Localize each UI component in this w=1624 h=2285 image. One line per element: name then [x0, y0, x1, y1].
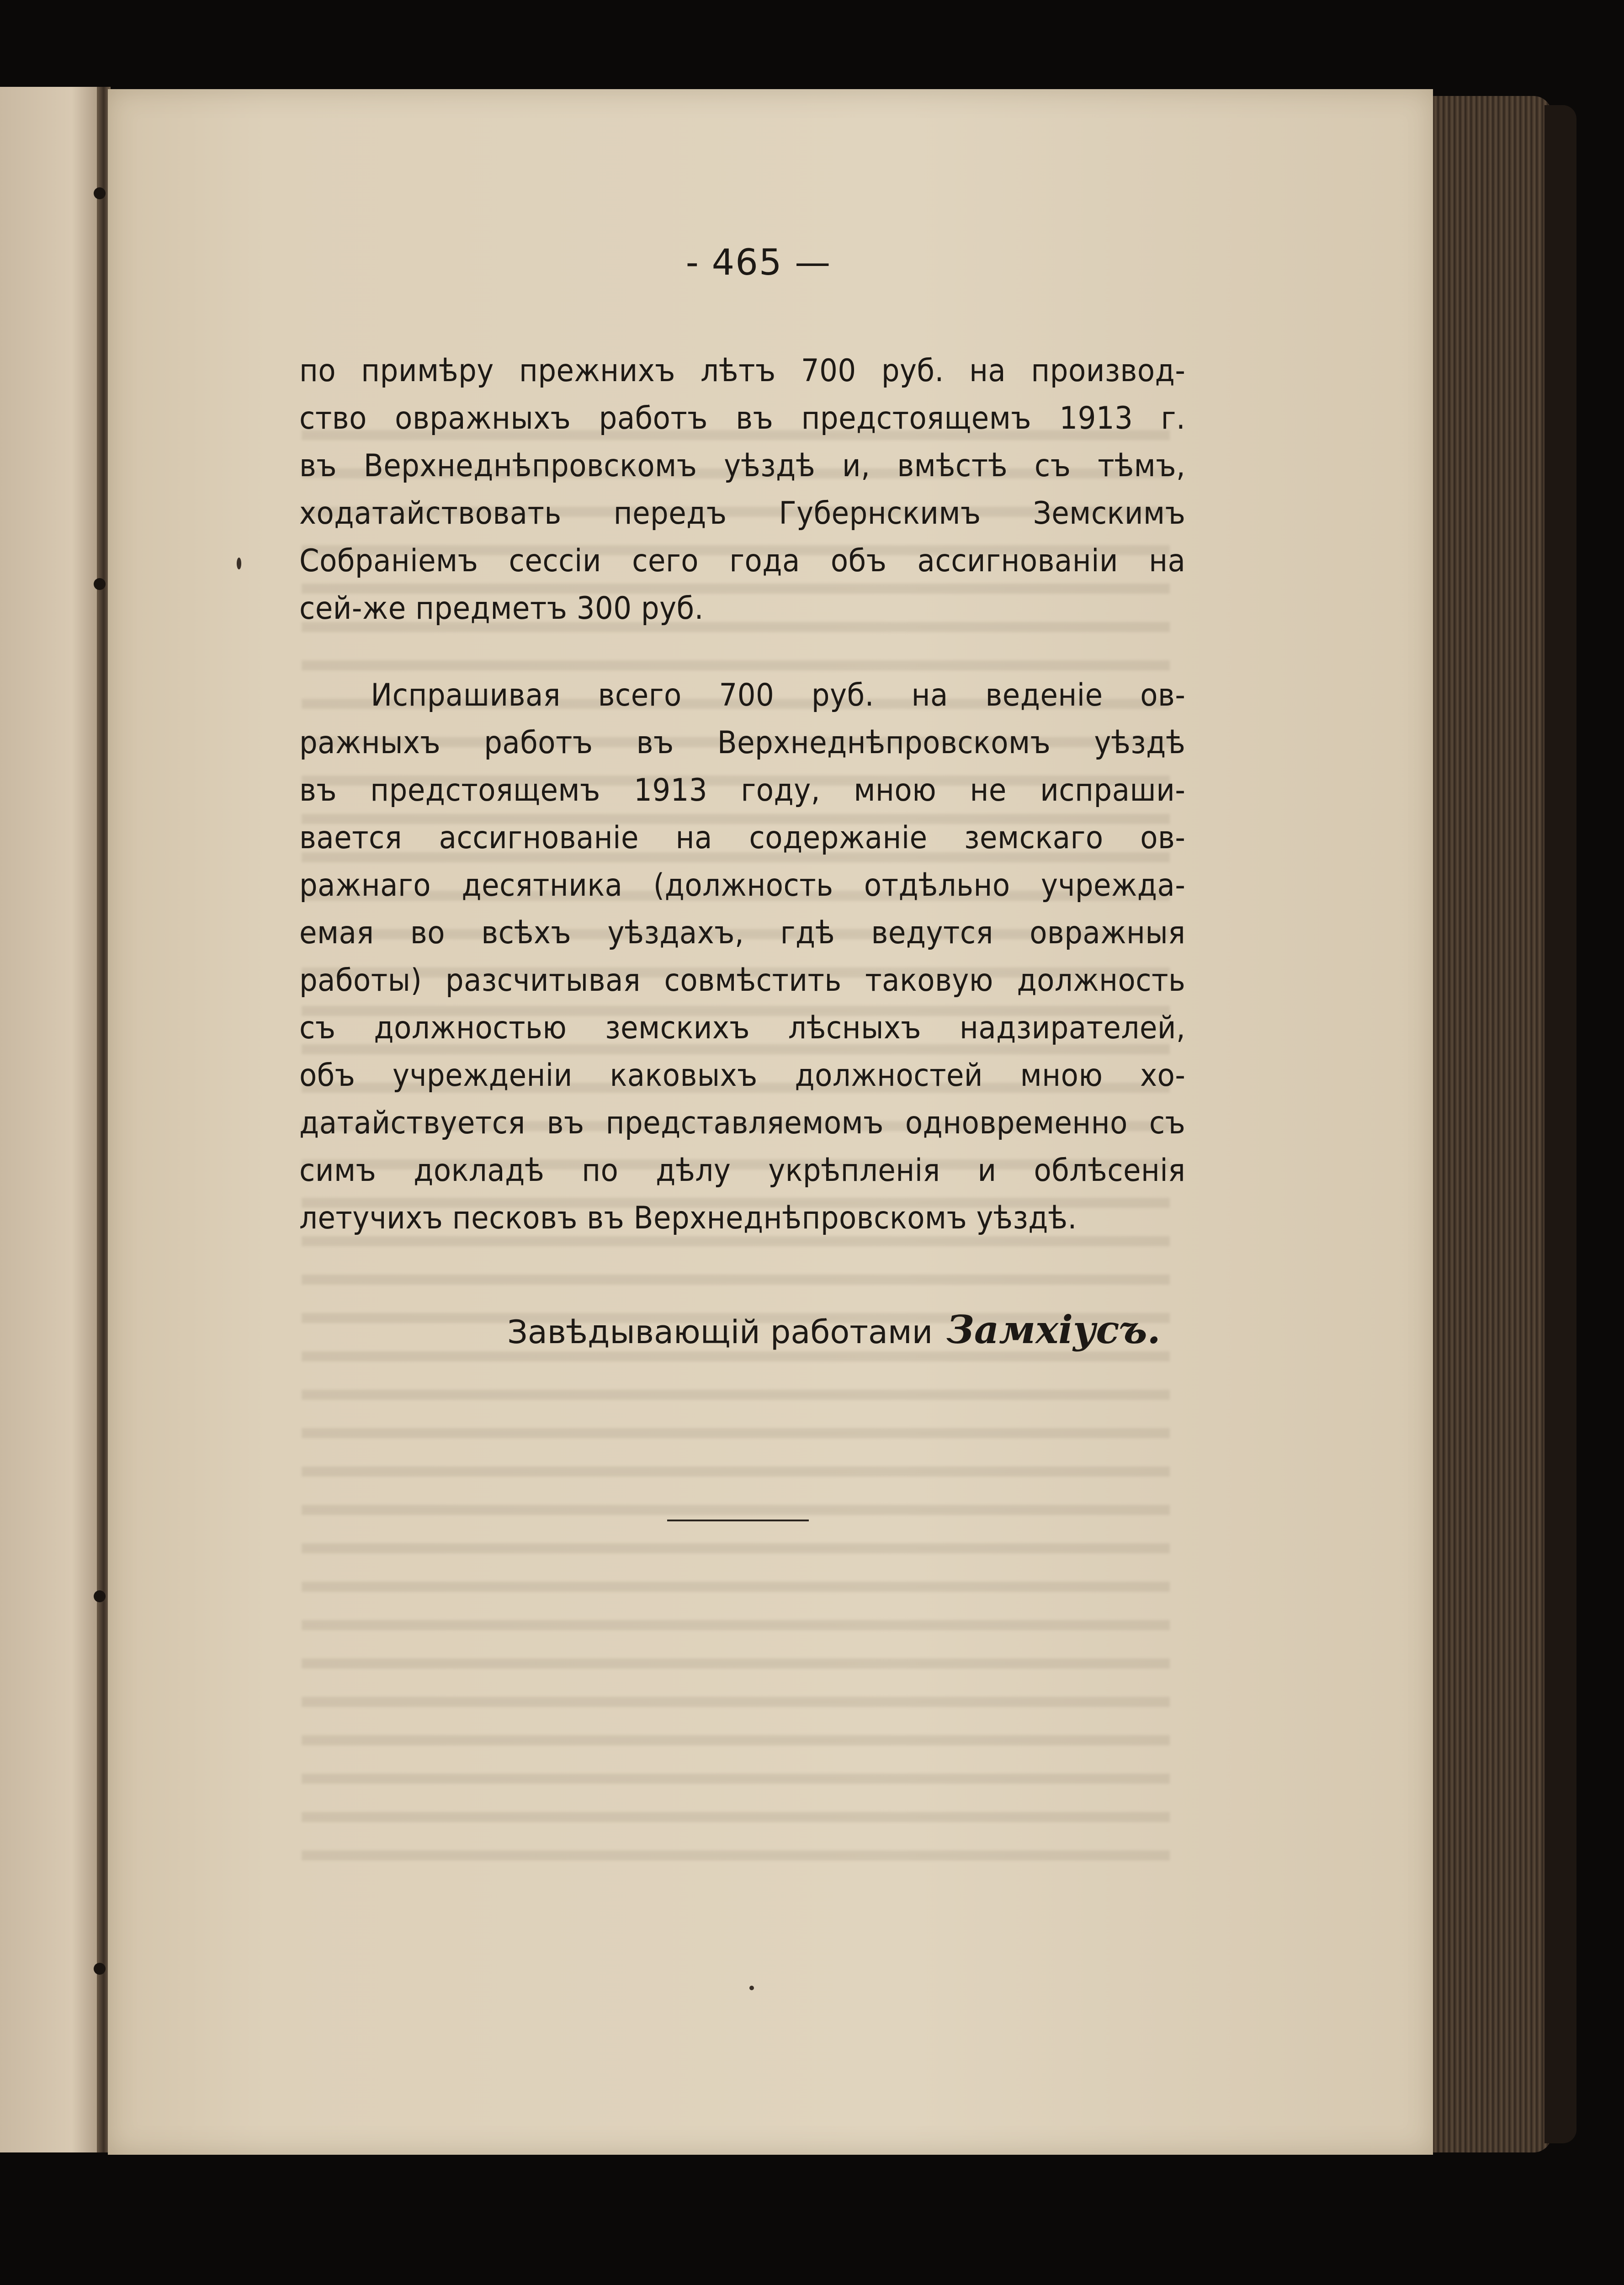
page-edges	[1433, 96, 1552, 2152]
signature-title: Завѣдывающій работами	[507, 1313, 933, 1351]
page-number: - 465 —	[685, 242, 832, 283]
text-line: работы) разсчитывая совмѣстить таковую должность	[299, 962, 1186, 999]
closing-rule	[667, 1520, 809, 1521]
paragraph-2	[299, 672, 1185, 1242]
text-line: въ Верхнеднѣпровскомъ уѣздѣ и, вмѣстѣ съ тѣмъ,	[299, 448, 1186, 484]
text-line: симъ докладѣ по дѣлу укрѣпленія и облѣсенія	[299, 1153, 1186, 1189]
text-line: вается ассигнованіе на содержаніе земскаго ов-	[299, 820, 1186, 856]
text-line: объ учрежденіи каковыхъ должностей мною хо-	[299, 1057, 1186, 1094]
text-line: емая во всѣхъ уѣздахъ, гдѣ ведутся овражныя	[299, 915, 1186, 951]
binding-stitch	[94, 1590, 106, 1602]
signature-name: Замхіусъ.	[946, 1307, 1161, 1352]
text-line: датайствуется въ представляемомъ одновременно съ	[299, 1105, 1186, 1141]
signature-line	[507, 1307, 1193, 1352]
back-cover	[1544, 105, 1576, 2143]
binding-stitch	[94, 578, 106, 590]
text-line: ражныхъ работъ въ Верхнеднѣпровскомъ уѣздѣ	[299, 725, 1186, 761]
text-line: ходатайствовать передъ Губернскимъ Земскимъ	[299, 495, 1186, 531]
text-line: ство овражныхъ работъ въ предстоящемъ 1913 г.	[299, 400, 1186, 436]
paragraph-1	[299, 347, 1185, 632]
text-line: Испрашивая всего 700 руб. на веденіе ов-	[371, 677, 1186, 713]
text-line: въ предстоящемъ 1913 году, мною не испраши-	[299, 772, 1186, 808]
text-line: съ должностью земскихъ лѣсныхъ надзирателей,	[299, 1010, 1186, 1046]
text-line: по примѣру прежнихъ лѣтъ 700 руб. на производ-	[299, 353, 1186, 389]
ink-speck	[749, 1986, 754, 1990]
left-page-edge	[0, 87, 103, 2152]
ink-speck	[237, 558, 241, 569]
text-line: ражнаго десятника (должность отдѣльно учрежда-	[299, 867, 1186, 903]
text-line: летучихъ песковъ въ Верхнеднѣпровскомъ уѣздѣ.	[299, 1200, 1077, 1236]
binding-stitch	[94, 187, 106, 199]
text-line: Собраніемъ сессіи сего года объ ассигнованіи на	[299, 543, 1186, 579]
binding-stitch	[94, 1963, 106, 1975]
text-line: сей-же предметъ 300 руб.	[299, 590, 704, 627]
